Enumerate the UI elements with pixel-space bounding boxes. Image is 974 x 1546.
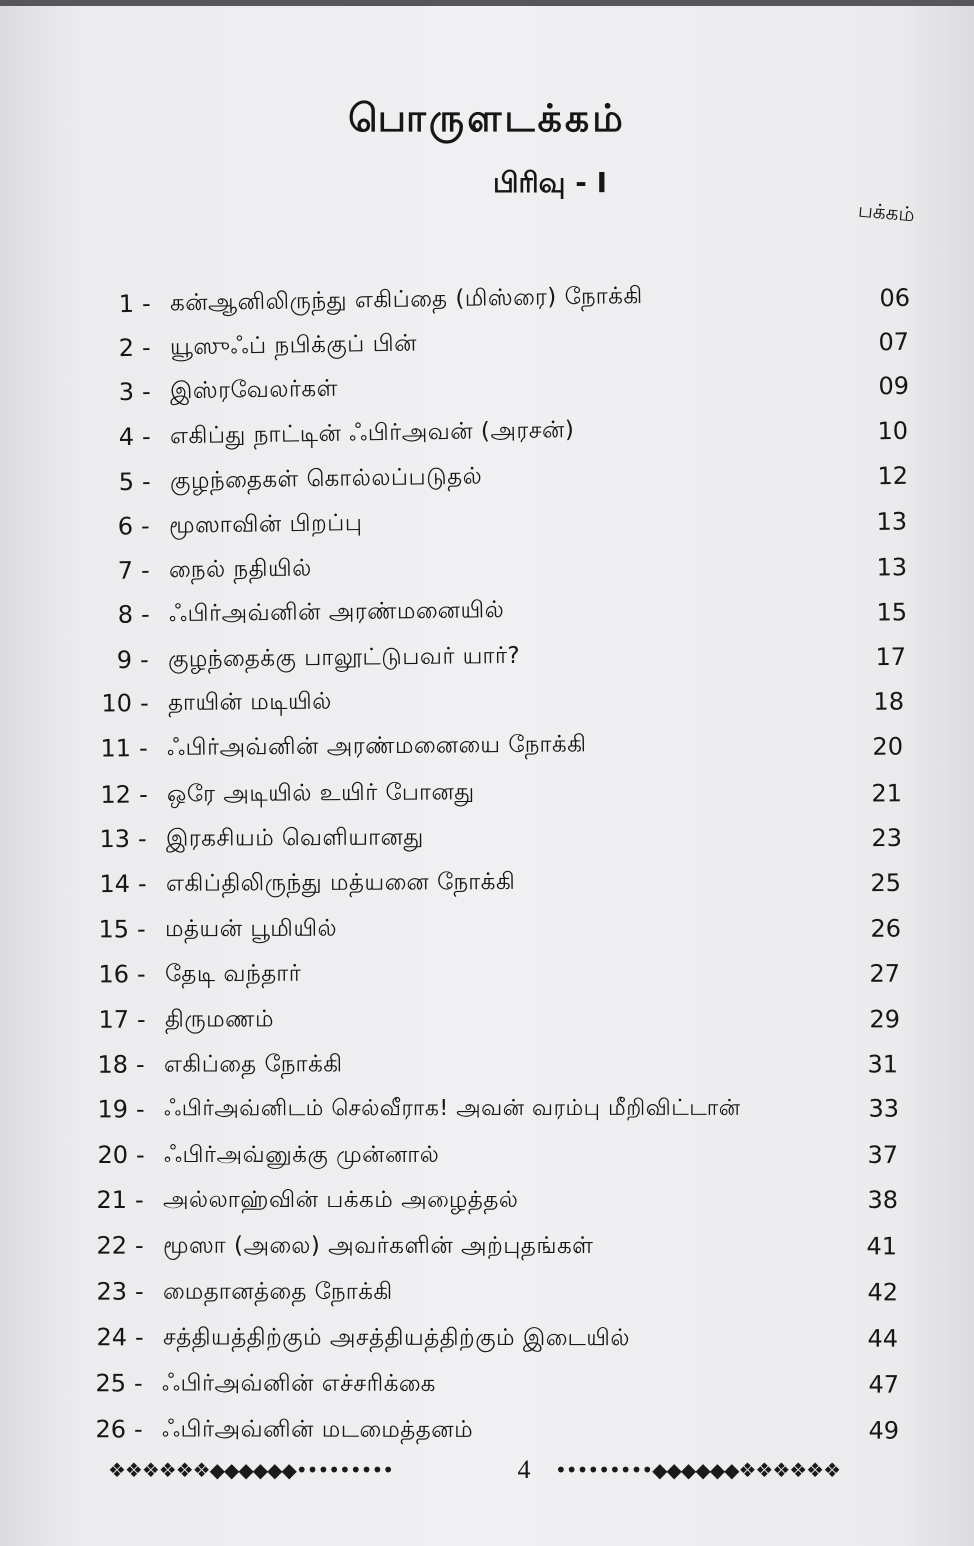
toc-entry-number: 12 — [100, 780, 132, 809]
toc-entry-page: 31 — [867, 1050, 899, 1079]
toc-entry-number: 22 — [96, 1231, 128, 1260]
toc-entry-title: ஃபிர்அவ்னின் அரண்மனையில் — [168, 597, 505, 628]
toc-entry — [94, 1137, 914, 1173]
toc-entry-page: 25 — [870, 868, 902, 898]
toc-entry-number: 9 — [116, 645, 133, 675]
toc-entry-number: 15 — [98, 915, 130, 944]
toc-entry-title: தேடி வந்தார் — [164, 960, 302, 988]
toc-entry — [97, 723, 917, 766]
toc-dash: - — [141, 333, 151, 362]
toc-entry-page: 44 — [867, 1324, 899, 1353]
toc-entry-number: 19 — [97, 1095, 129, 1124]
toc-entry-page: 37 — [867, 1141, 898, 1169]
toc-entry — [95, 1000, 915, 1037]
toc-entry-number: 6 — [117, 512, 134, 541]
toc-entry — [99, 587, 919, 633]
toc-entry — [100, 452, 920, 501]
toc-entry — [100, 274, 920, 323]
toc-entry — [98, 634, 918, 679]
toc-entry — [94, 1091, 914, 1128]
toc-dash: - — [140, 556, 150, 585]
toc-entry — [93, 1274, 913, 1311]
toc-entry-page: 23 — [871, 823, 903, 853]
toc-entry-number: 18 — [97, 1050, 129, 1079]
toc-entry-title: இஸ்ரவேலர்கள் — [169, 375, 339, 405]
toc-entry-page: 12 — [877, 461, 909, 491]
toc-entry-number: 21 — [96, 1186, 127, 1214]
toc-entry — [94, 1045, 914, 1082]
toc-dash: - — [134, 1277, 144, 1306]
toc-entry-number: 13 — [99, 824, 131, 854]
toc-dash: - — [140, 512, 150, 541]
toc-entry-title: அல்லாஹ்வின் பக்கம் அழைத்தல் — [163, 1187, 519, 1213]
toc-entry-page: 27 — [869, 959, 901, 988]
page-title: பொருளடக்கம் — [348, 96, 626, 140]
toc-entry — [95, 954, 915, 993]
toc-entry-number: 24 — [96, 1323, 128, 1352]
toc-dash: - — [136, 1005, 146, 1034]
toc-entry — [99, 497, 919, 544]
toc-dash: - — [135, 1186, 144, 1214]
toc-entry-title: ஃபிர்அவ்னின் மடமைத்தனம் — [161, 1416, 474, 1443]
toc-dash: - — [139, 645, 149, 674]
toc-dash: - — [141, 422, 151, 451]
toc-entry-page: 07 — [878, 327, 910, 357]
toc-dash: - — [138, 780, 148, 809]
toc-entry-title: குழந்தைகள் கொல்லப்படுதல் — [169, 463, 483, 495]
toc-entry-number: 2 — [118, 333, 135, 363]
toc-dash: - — [141, 377, 151, 406]
toc-entry-title: ஃபிர்அவ்னின் எச்சரிக்கை — [161, 1370, 436, 1397]
toc-dash: - — [140, 600, 150, 629]
toc-entry — [97, 771, 917, 813]
toc-dash: - — [137, 869, 147, 898]
toc-dash: - — [136, 960, 146, 989]
toc-entry-page: 10 — [877, 416, 909, 446]
toc-entry-page: 49 — [868, 1416, 900, 1445]
toc-entry-title: ஃபிர்அவ்னுக்கு முன்னால் — [164, 1142, 440, 1168]
toc-entry — [99, 543, 919, 589]
toc-entry-number: 10 — [101, 689, 133, 718]
toc-entry-page: 09 — [878, 371, 910, 401]
toc-entry-title: யூஸுஃப் நபிக்குப் பின் — [169, 330, 418, 361]
toc-entry-title: மூஸாவின் பிறப்பு — [168, 510, 363, 539]
footer-ornament-left: ❖❖❖❖❖❖◆◆◆◆◆◆••••••••• — [108, 1458, 394, 1482]
toc-entry-number: 23 — [96, 1277, 128, 1306]
toc-entry-page: 18 — [873, 687, 905, 716]
toc-entry-number: 1 — [118, 289, 135, 319]
toc-entry-title: மூஸா (அலை) அவர்களின் அற்புதங்கள் — [162, 1232, 594, 1260]
toc-entry-number: 17 — [98, 1005, 130, 1034]
page-footer — [0, 1450, 974, 1490]
toc-entry-title: எகிப்து நாட்டின் ஃபிர்அவன் (அரசன்) — [169, 416, 575, 450]
toc-entry-title: நைல் நதியில் — [168, 555, 312, 584]
toc-entry-page: 33 — [868, 1094, 900, 1123]
toc-entry — [96, 862, 916, 902]
toc-entry-page: 47 — [868, 1370, 900, 1399]
toc-entry-page: 15 — [876, 598, 908, 627]
toc-dash: - — [133, 1415, 143, 1444]
toc-entry-number: 5 — [118, 467, 135, 497]
toc-entry-page: 29 — [869, 1005, 901, 1034]
toc-dash: - — [138, 734, 148, 763]
toc-entry-page: 38 — [867, 1186, 898, 1214]
toc-entry-title: குழந்தைக்கு பாலூட்டுபவர் யார்? — [167, 642, 521, 673]
toc-entry-title: ஒரே அடியில் உயிர் போனது — [166, 779, 475, 808]
toc-dash: - — [139, 689, 149, 718]
toc-dash: - — [137, 824, 147, 853]
toc-entry-number: 26 — [95, 1415, 127, 1444]
toc-entry — [92, 1411, 912, 1448]
footer-ornament-right: •••••••••◆◆◆◆◆◆❖❖❖❖❖❖ — [555, 1458, 841, 1482]
toc-entry — [93, 1319, 913, 1356]
toc-entry-title: கன்ஆனிலிருந்து எகிப்தை (மிஸ்ரை) நோக்கி — [169, 282, 643, 317]
toc-entry-page: 42 — [867, 1278, 899, 1307]
toc-entry-number: 3 — [118, 377, 135, 407]
toc-entry-title: ஃபிர்அவ்னின் அரண்மனையை நோக்கி — [166, 731, 587, 761]
page-column-label: பக்கம் — [857, 197, 916, 227]
toc-entry — [95, 909, 915, 948]
toc-entry-title: தாயின் மடியில் — [167, 688, 332, 716]
toc-dash: - — [134, 1231, 144, 1260]
page-number: 4 — [517, 1455, 531, 1484]
toc-entry — [93, 1228, 913, 1265]
toc-entry-number: 20 — [97, 1141, 128, 1169]
toc-entry-title: இரகசியம் வெளியானது — [165, 824, 424, 852]
toc-entry-page: 13 — [876, 507, 908, 536]
toc-dash: - — [134, 1323, 144, 1352]
toc-entry-title: ஃபிர்அவ்னிடம் செல்வீராக! அவன் வரம்பு மீறிவிட்டான் — [163, 1095, 741, 1122]
toc-entry-number: 14 — [99, 869, 131, 899]
toc-entry-title: மைதானத்தை நோக்கி — [162, 1278, 393, 1305]
toc-dash: - — [135, 1050, 145, 1079]
toc-dash: - — [133, 1369, 143, 1398]
toc-entry-page: 41 — [866, 1232, 898, 1261]
toc-entry — [100, 318, 920, 367]
toc-entry-title: மத்யன் பூமியில் — [164, 915, 338, 943]
toc-entry-number: 16 — [98, 960, 130, 989]
toc-entry-number: 11 — [100, 734, 132, 763]
toc-entry-title: திருமணம் — [164, 1006, 274, 1033]
toc-entry-number: 7 — [117, 556, 134, 585]
toc-entry-number: 8 — [117, 600, 134, 629]
toc-dash: - — [141, 289, 151, 318]
toc-entry-page: 17 — [875, 642, 907, 672]
toc-entry — [100, 407, 920, 456]
toc-entry — [96, 817, 916, 857]
section-heading: பிரிவு - I — [492, 166, 608, 199]
toc-entry — [98, 678, 918, 721]
toc-dash: - — [136, 1141, 145, 1169]
toc-entry-number: 4 — [118, 422, 135, 452]
toc-entry-title: எகிப்தை நோக்கி — [163, 1051, 343, 1078]
toc-dash: - — [141, 467, 151, 496]
toc-entry-page: 20 — [872, 732, 904, 761]
toc-entry-page: 26 — [870, 914, 902, 943]
toc-entry-page: 06 — [879, 283, 911, 313]
toc-entry — [92, 1365, 912, 1402]
toc-entry — [93, 1182, 913, 1218]
toc-entry-title: சத்தியத்திற்கும் அசத்தியத்திற்கும் இடையில் — [162, 1324, 631, 1352]
toc-entry-page: 13 — [876, 553, 908, 582]
toc-dash: - — [136, 915, 146, 944]
toc-entry-page: 21 — [871, 779, 903, 808]
toc-entry-title: எகிப்திலிருந்து மத்யனை நோக்கி — [165, 868, 516, 897]
toc-entry-number: 25 — [95, 1369, 127, 1398]
toc-entry — [100, 362, 920, 411]
toc-dash: - — [135, 1095, 145, 1124]
